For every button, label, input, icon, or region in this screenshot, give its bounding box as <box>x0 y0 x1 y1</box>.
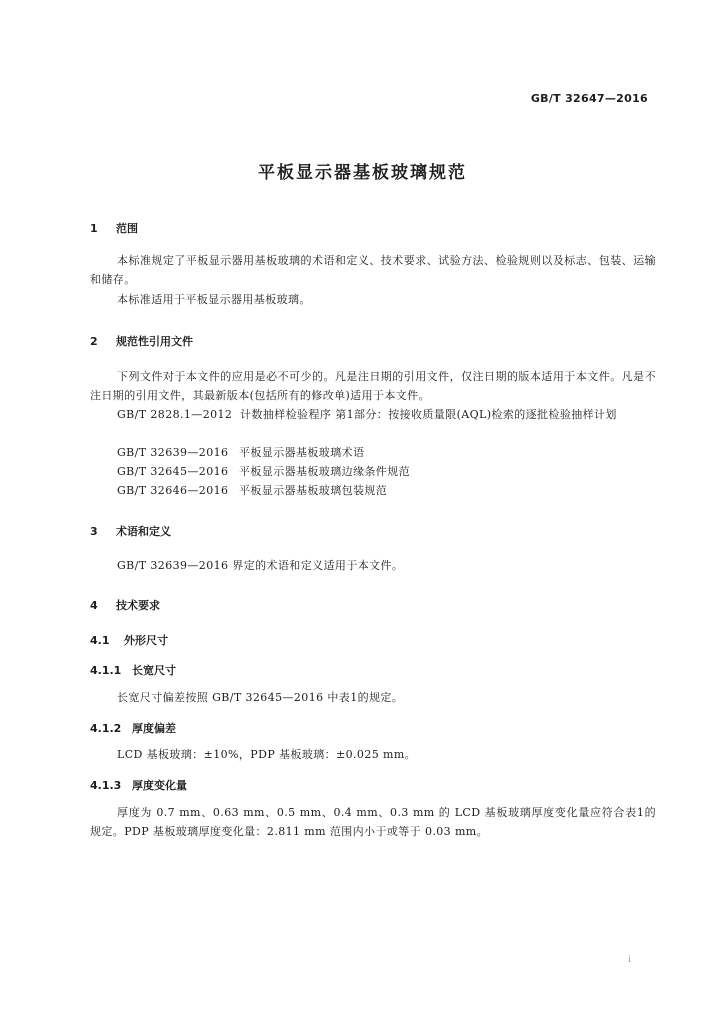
section-4-1-1-heading <box>90 662 176 678</box>
section-title: 规范性引用文件 <box>116 335 193 348</box>
section-4-1-3-heading <box>90 777 187 793</box>
document-title: 平板显示器基板玻璃规范 <box>258 163 467 183</box>
reference-item <box>90 405 656 424</box>
section-2-heading <box>90 333 193 349</box>
section-number: 4 <box>90 599 98 612</box>
reference-code: GB/T 32639—2016 <box>117 446 229 459</box>
section-number: 4.1.2 <box>90 722 122 735</box>
section-title: 术语和定义 <box>116 525 171 538</box>
section-number: 1 <box>90 222 98 235</box>
reference-title: 平板显示器基板玻璃边缘条件规范 <box>239 465 410 478</box>
standard-code-header: GB/T 32647—2016 <box>530 92 648 105</box>
section-4-1-3-paragraph: 厚度为 0.7 mm、0.63 mm、0.5 mm、0.4 mm、0.3 mm 的 LCD 基板玻璃厚度变化量应符合表1的规定。PDP 基板玻璃厚度变化量：2.811 mm 范围内小于或等于 0.03 mm。 <box>90 806 656 838</box>
section-title: 外形尺寸 <box>124 634 168 647</box>
section-number: 4.1.3 <box>90 779 122 792</box>
section-1-heading <box>90 220 138 236</box>
section-title: 技术要求 <box>116 599 160 612</box>
section-number: 4.1 <box>90 634 110 647</box>
reference-title: 平板显示器基板玻璃包装规范 <box>239 484 388 497</box>
section-4-1-1-paragraph: 长宽尺寸偏差按照 GB/T 32645—2016 中表1的规定。 <box>117 691 404 704</box>
reference-item <box>117 462 410 481</box>
page-mark: i <box>628 955 631 965</box>
section-2-paragraph-1: 下列文件对于本文件的应用是必不可少的。凡是注日期的引用文件，仅注日期的版本适用于本文件。凡是不注日期的引用文件，其最新版本(包括所有的修改单)适用于本文件。 <box>90 370 656 402</box>
section-3-heading <box>90 523 171 539</box>
reference-item <box>117 443 364 462</box>
section-title: 长宽尺寸 <box>132 664 176 677</box>
section-1-paragraph-1: 本标准规定了平板显示器用基板玻璃的术语和定义、技术要求、试验方法、检验规则以及标志、包装、运输和储存。 <box>90 254 656 286</box>
section-title: 厚度偏差 <box>132 722 176 735</box>
section-3-paragraph-1: GB/T 32639—2016 界定的术语和定义适用于本文件。 <box>117 559 404 572</box>
section-1-paragraph-2: 本标准适用于平板显示器用基板玻璃。 <box>117 293 311 306</box>
section-4-1-2-paragraph: LCD 基板玻璃：±10%，PDP 基板玻璃：±0.025 mm。 <box>117 748 417 761</box>
section-number: 3 <box>90 525 98 538</box>
reference-item <box>117 481 387 500</box>
section-4-1-heading <box>90 632 168 648</box>
reference-code: GB/T 32646—2016 <box>117 484 229 497</box>
section-4-1-2-heading <box>90 720 176 736</box>
reference-code: GB/T 2828.1—2012 <box>117 408 233 421</box>
section-4-heading <box>90 597 160 613</box>
section-number: 4.1.1 <box>90 664 122 677</box>
reference-title: 计数抽样检验程序 第1部分：按接收质量限(AQL)检索的逐批检验抽样计划 <box>240 408 617 421</box>
section-number: 2 <box>90 335 98 348</box>
reference-title: 平板显示器基板玻璃术语 <box>239 446 365 459</box>
section-title: 范围 <box>116 222 138 235</box>
section-title: 厚度变化量 <box>132 779 187 792</box>
reference-code: GB/T 32645—2016 <box>117 465 229 478</box>
